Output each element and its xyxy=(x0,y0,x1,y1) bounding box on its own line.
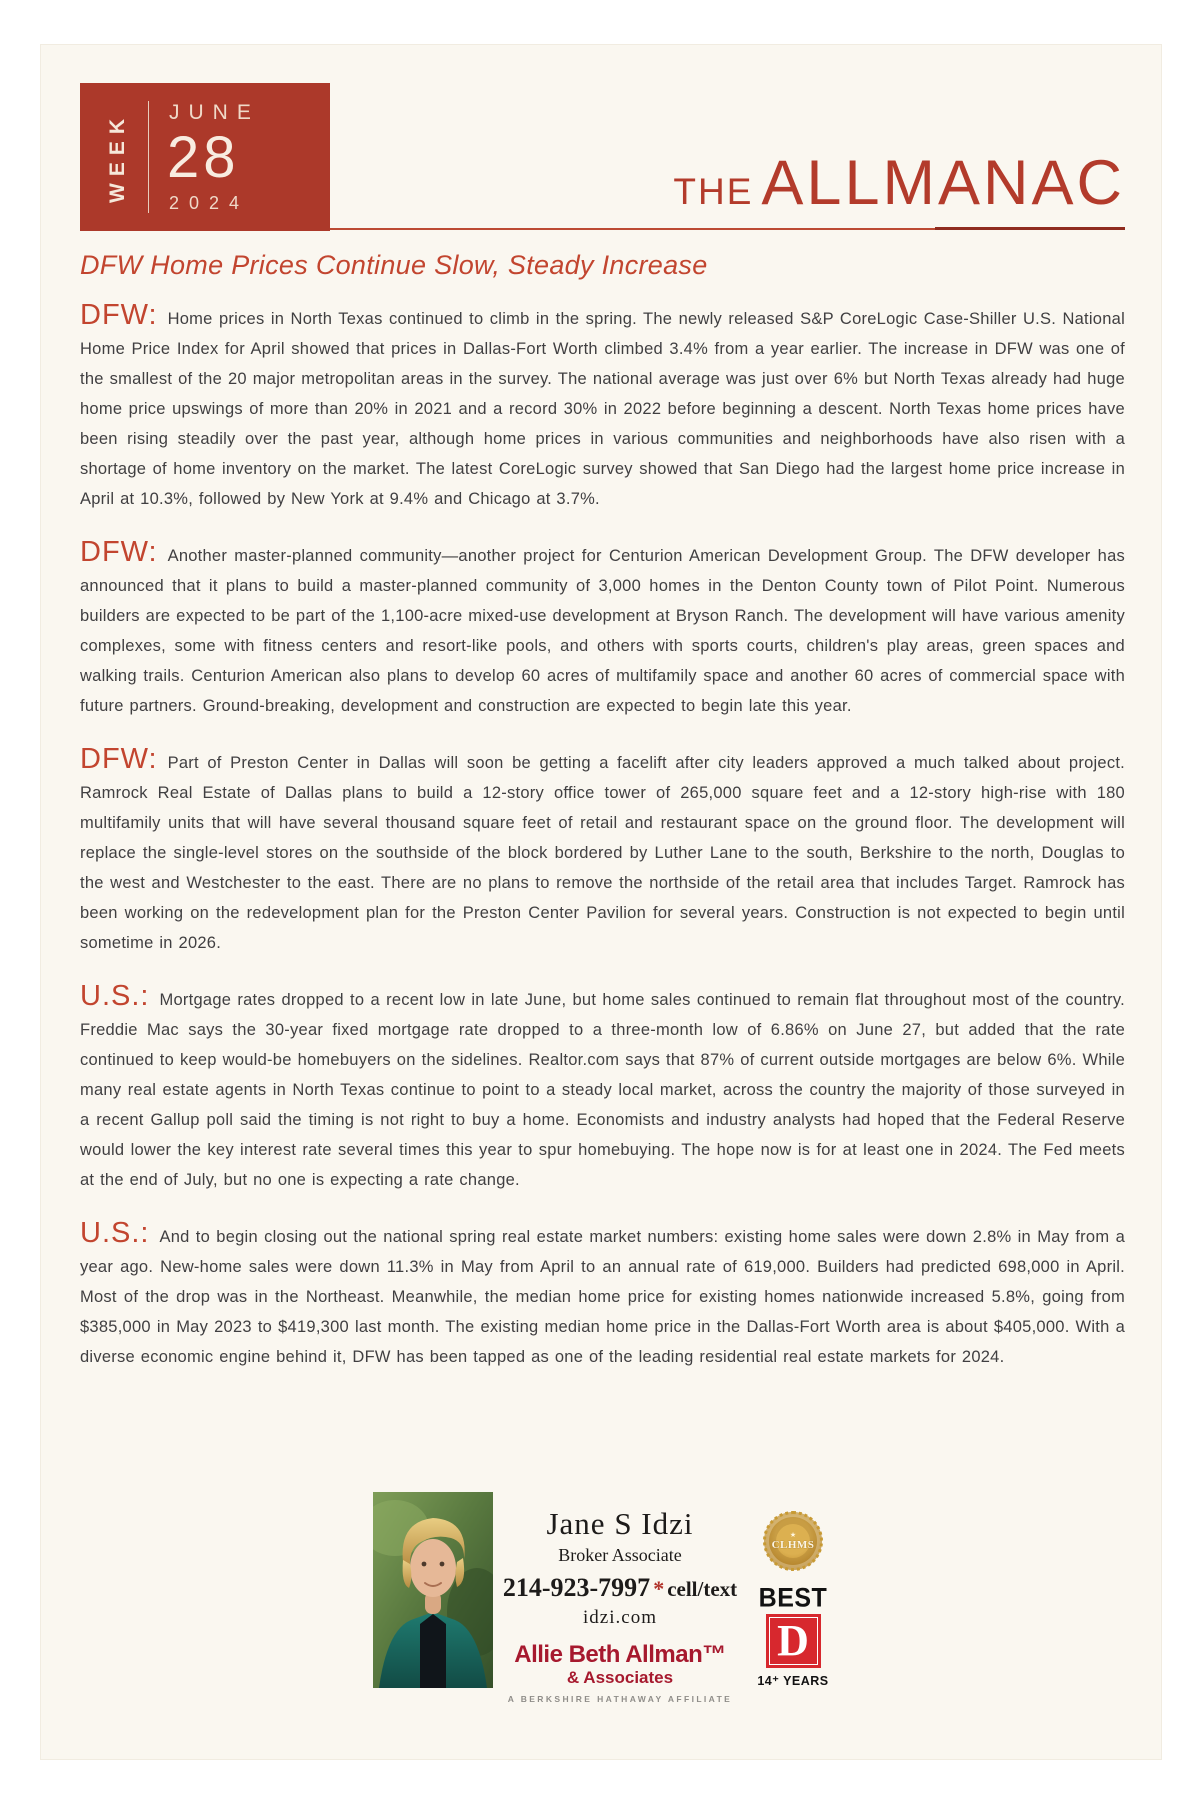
paragraph-lead: DFW: xyxy=(80,743,158,775)
brokerage-subname: & Associates xyxy=(566,1668,674,1687)
agent-photo xyxy=(373,1492,493,1688)
paragraph-dfw-1 xyxy=(80,301,1125,514)
badge-date xyxy=(169,102,260,212)
agent-phone xyxy=(498,1573,742,1603)
badge-year: 2024 xyxy=(169,193,250,213)
paragraph-lead: DFW: xyxy=(80,536,158,568)
agent-title: Broker Associate xyxy=(558,1545,682,1565)
agent-contact-card xyxy=(498,1506,742,1704)
d-magazine-icon xyxy=(766,1614,821,1668)
paragraph-lead: U.S.: xyxy=(80,980,150,1012)
best-label: BEST xyxy=(758,1582,828,1614)
brokerage-name: Allie Beth Allman™ xyxy=(514,1641,726,1668)
paragraph-lead: DFW: xyxy=(80,299,158,331)
paragraph-dfw-3 xyxy=(80,745,1125,958)
week-label: WEEK xyxy=(106,111,129,203)
paragraph-text: Mortgage rates dropped to a recent low in late June, but home sales continued to remain flat throughout most of the country. Freddie Mac says the 30-year fixed mortgage rate dropped to a three-month low of 6.86% on June 27, but added that the rate continued to keep would-be homebuyers on the sidelines. Realtor.com says that 87% of current outside mortgages are below 6%. While many real estate agents in North Texas continue to point to a steady local market, across the country the majority of those surveyed in a recent Gallup poll said the timing is not right to buy a home. Economists and industry analysts had hoped that the Federal Reserve would lower the key interest rate several times this year to spur homebuying. The hope now is for at least one in 2024. The Fed meets at the end of July, but no one is expecting a rate change. xyxy=(80,991,1125,1189)
masthead-title xyxy=(673,148,1125,218)
agent-name: Jane S Idzi xyxy=(546,1506,694,1541)
brokerage-affiliation: A BERKSHIRE HATHAWAY AFFILIATE xyxy=(507,1694,733,1704)
asterisk-icon: * xyxy=(653,1576,665,1601)
years-label: 14⁺ YEARS xyxy=(757,1674,829,1688)
paragraph-us-1 xyxy=(80,982,1125,1195)
paragraph-lead: U.S.: xyxy=(80,1217,150,1249)
paragraph-text: Another master-planned community—another project for Centurion American Development Group. The DFW developer has announced that it plans to build a master-planned community of 3,000 homes in the Denton County town of Pilot Point. Numerous builders are expected to be part of the 1,100-acre mixed-use development at Bryson Ranch. The development will have various amenity complexes, some with fitness centers and resort-like pools, and others with sports courts, children's play areas, green spaces and walking trails. Centurion American also plans to develop 60 acres of multifamily space and another 60 acres of commercial space with future partners. Ground-breaking, development and construction are expected to begin late this year. xyxy=(80,547,1125,715)
phone-note: cell/text xyxy=(667,1577,738,1601)
clhms-label: CLHMS xyxy=(771,1538,815,1551)
badge-divider xyxy=(148,101,149,213)
article-headline: DFW Home Prices Continue Slow, Steady Increase xyxy=(80,250,708,280)
star-icon: ★ xyxy=(789,1530,797,1539)
d-letter: D xyxy=(777,1616,809,1665)
phone-number: 214-923-7997 xyxy=(502,1573,651,1602)
header-rule-accent xyxy=(935,227,1125,230)
article xyxy=(80,250,1125,1396)
brokerage-logo xyxy=(498,1643,742,1704)
agent-website-link[interactable]: idzi.com xyxy=(583,1607,657,1628)
paragraph-dfw-2 xyxy=(80,538,1125,721)
paragraph-text: Home prices in North Texas continued to climb in the spring. The newly released S&P CoreLogic Case-Shiller U.S. National Home Price Index for April showed that prices in Dallas-Fort Worth climbed 3.4% from a year earlier. The increase in DFW was one of the smallest of the 20 major metropolitan areas in the survey. The national average was just over 6% but North Texas already had huge home price upswings of more than 20% in 2021 and a record 30% in 2022 before beginning a descent. North Texas home prices have been rising steadily over the past year, although home prices in various communities and neighborhoods have also risen with a shortage of home inventory on the market. The latest CoreLogic survey showed that San Diego had the largest home price increase in April at 10.3%, followed by New York at 9.4% and Chicago at 3.7%. xyxy=(80,310,1125,508)
clhms-seal-icon xyxy=(764,1512,822,1570)
paragraph-text: Part of Preston Center in Dallas will soon be getting a facelift after city leaders approved a much talked about project. Ramrock Real Estate of Dallas plans to build a 12-story office tower of 265,000 square feet and a 12-story high-rise with 180 multifamily units that will have several thousand square feet of retail and restaurant space on the ground floor. The development will replace the single-level stores on the southside of the block bordered by Luther Lane to the south, Berkshire to the north, Douglas to the west and Westchester to the east. There are no plans to remove the northside of the retail area that includes Target. Ramrock has been working on the redevelopment plan for the Preston Center Pavilion for several years. Construction is not expected to begin until sometime in 2026. xyxy=(80,754,1125,952)
paragraph-us-2 xyxy=(80,1219,1125,1372)
masthead-prefix: THE xyxy=(673,171,754,212)
paragraph-text: And to begin closing out the national spring real estate market numbers: existing home sales were down 2.8% in May from a year ago. New-home sales were down 11.3% in May from April to an annual rate of 619,000. Builders had predicted 698,000 in April. Most of the drop was in the Northeast. Meanwhile, the median home price for existing homes nationwide increased 5.8%, going from $385,000 in May 2023 to $419,300 last month. The existing median home price in the Dallas-Fort Worth area is about $405,000. With a diverse economic engine behind it, DFW has been tapped as one of the leading residential real estate markets for 2024. xyxy=(80,1228,1125,1366)
award-badges xyxy=(757,1512,829,1688)
badge-month: JUNE xyxy=(169,101,260,124)
masthead-name: ALLMANAC xyxy=(761,148,1125,218)
badge-week-number: 28 xyxy=(167,125,240,190)
week-date-badge xyxy=(80,83,330,231)
